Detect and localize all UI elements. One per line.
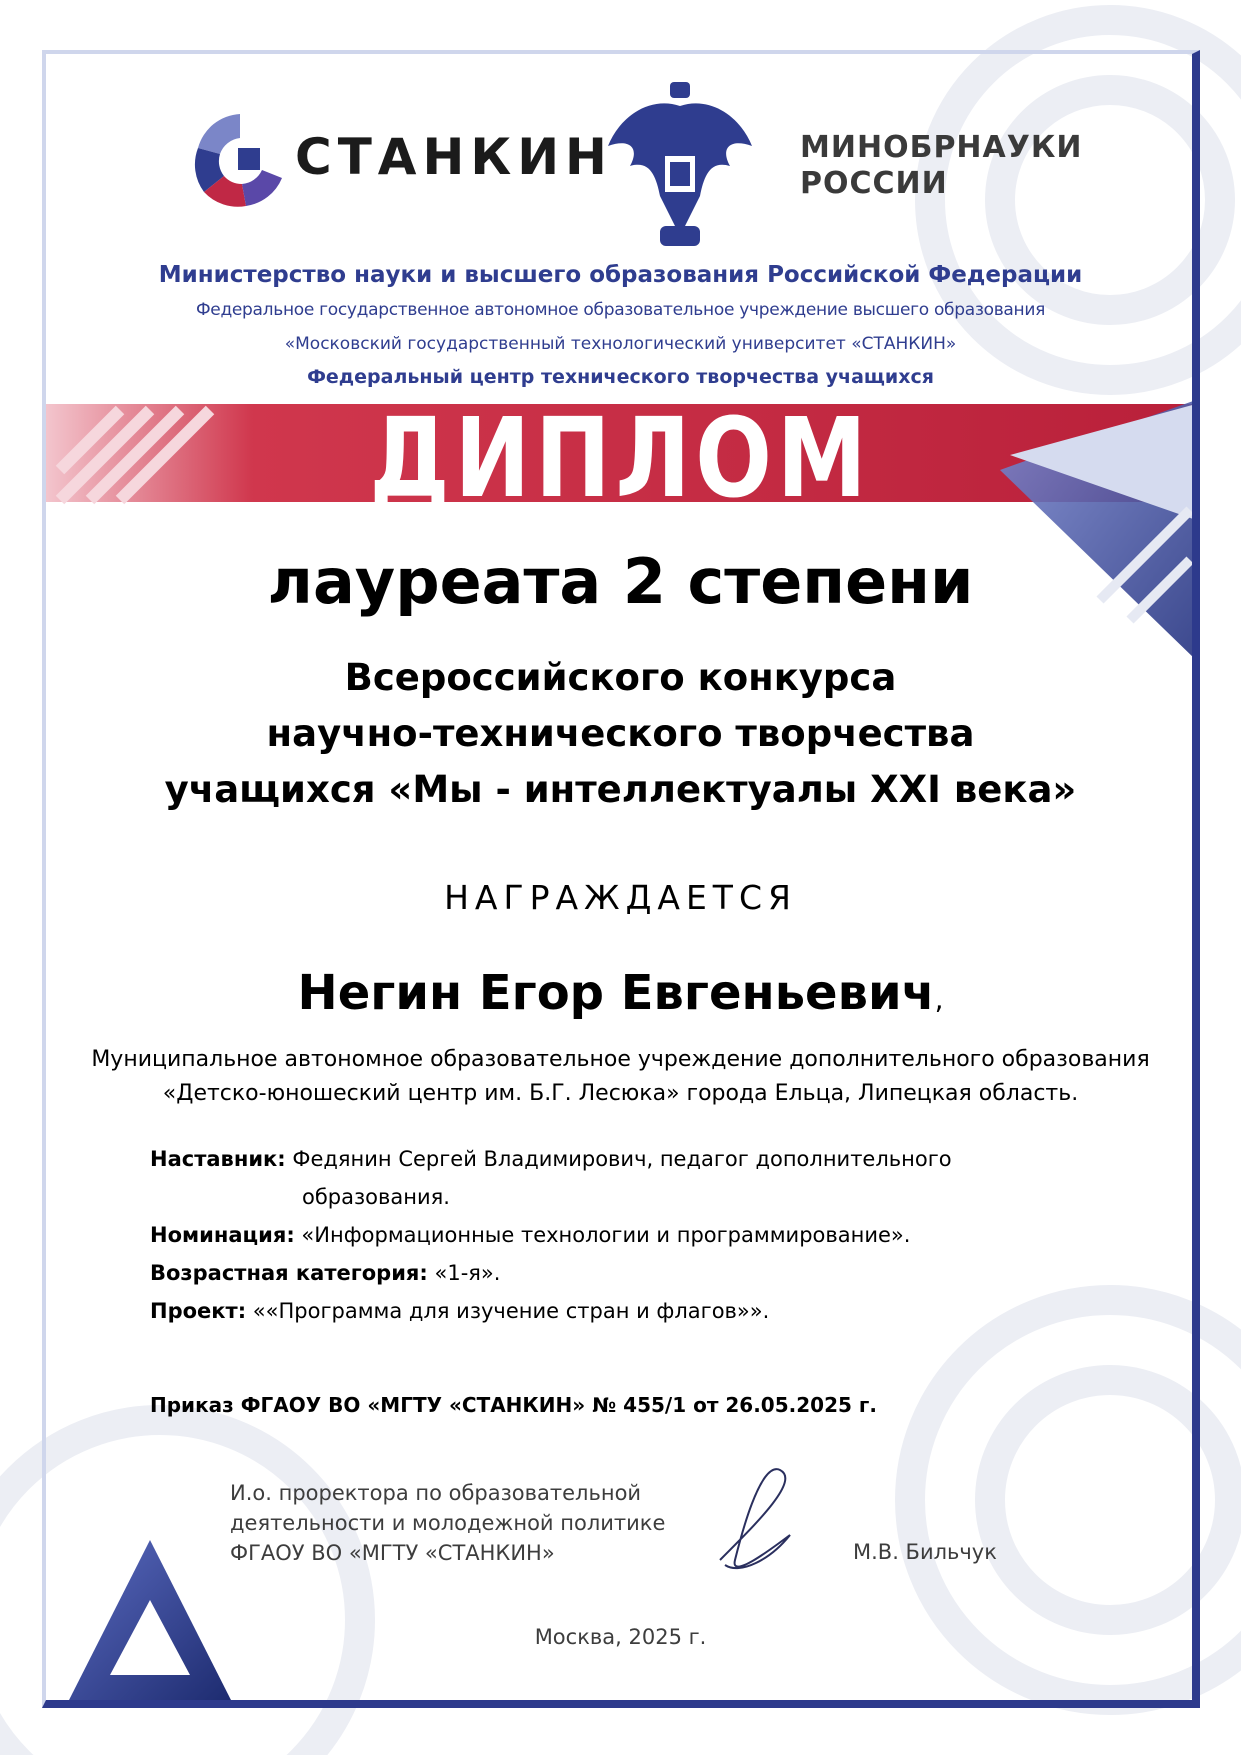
contest-title: Всероссийского конкурса научно-технического творчества учащихся «Мы - интеллектуалы XXI века» xyxy=(164,656,1077,811)
place-date: Москва, 2025 г. xyxy=(534,1625,707,1649)
diploma-title: ДИПЛОМ xyxy=(369,394,872,522)
stankin-logo-icon xyxy=(190,108,290,212)
signatory-title: И.о. проректора по образовательной деятельности и молодежной политике ФГАОУ ВО «МГТУ «СТАНКИН» xyxy=(230,1481,666,1565)
russian-coat-of-arms-icon xyxy=(600,76,760,252)
award-details xyxy=(150,1140,952,1330)
mentor-row: Наставник: Федянин Сергей Владимирович, педагог дополнительного xyxy=(150,1147,952,1171)
age-category-row: Возрастная категория: «1-я». xyxy=(150,1261,501,1285)
project-row: Проект: ««Программа для изучение стран и флагов»». xyxy=(150,1299,770,1323)
nomination-row: Номинация: «Информационные технологии и программирование». xyxy=(150,1223,911,1247)
winner-organization: Муниципальное автономное образовательное учреждение дополнительного образования «Детско-юношеский центр им. Б.Г. Лесюка» города Ельца, Липецкая область. xyxy=(91,1047,1150,1106)
ministry-title: Министерство науки и высшего образования Российской Федерации xyxy=(158,262,1083,288)
institution-line1: Федеральное государственное автономное образовательное учреждение высшего образования xyxy=(195,300,1046,320)
degree-title: лауреата 2 степени xyxy=(267,545,974,618)
awarded-label: НАГРАЖДАЕТСЯ xyxy=(444,878,797,917)
signatory-name: М.В. Бильчук xyxy=(853,1540,997,1564)
mentor-row-cont: образования. xyxy=(302,1185,450,1209)
winner-name: Негин Егор Евгеньевич, xyxy=(297,965,944,1021)
institution-line2: «Московский государственный технологический университет «СТАНКИН» xyxy=(284,334,957,354)
ministry-logo-text: МИНОБРНАУКИ РОССИИ xyxy=(800,130,1083,201)
stankin-logo-text: СТАНКИН xyxy=(295,128,613,186)
institution-line3: Федеральный центр технического творчества учащихся xyxy=(307,366,934,388)
order-reference: Приказ ФГАОУ ВО «МГТУ «СТАНКИН» № 455/1 от 26.05.2025 г. xyxy=(150,1393,877,1417)
